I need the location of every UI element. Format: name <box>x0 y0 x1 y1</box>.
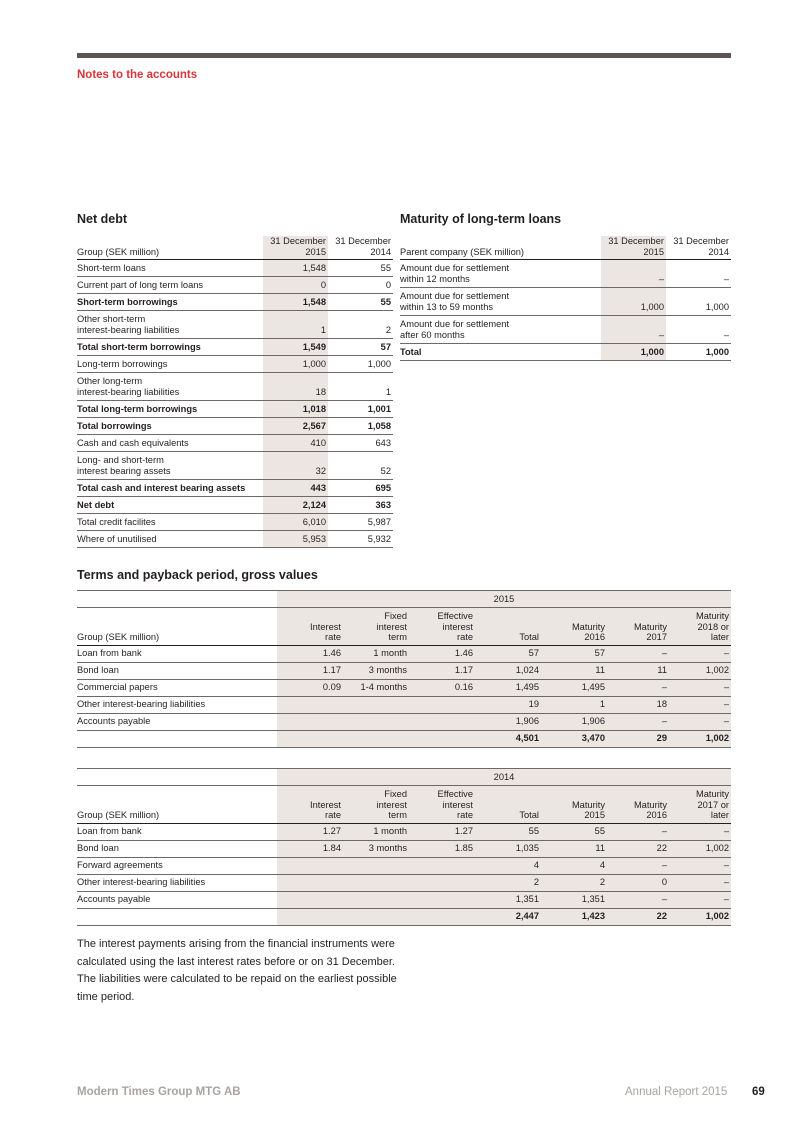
cell-value: – <box>669 697 731 714</box>
column-header: Maturity 2017 or later <box>669 786 731 824</box>
net-debt-row <box>77 311 393 339</box>
net-debt-section <box>77 212 393 548</box>
cell-value: 0.09 <box>277 680 343 697</box>
value-2014: 1,000 <box>328 356 393 373</box>
terms-row <box>77 892 731 909</box>
row-label: Long-term borrowings <box>77 356 263 373</box>
cell-value: 1,002 <box>669 841 731 858</box>
net-debt-row <box>77 480 393 497</box>
row-label: Other long-term interest-bearing liabilities <box>77 373 263 401</box>
terms-table-2015 <box>77 590 731 748</box>
total-value <box>277 909 343 926</box>
cell-value <box>277 892 343 909</box>
column-header: Maturity 2016 <box>607 786 669 824</box>
cell-value: – <box>669 892 731 909</box>
net-debt-row <box>77 260 393 277</box>
cell-value: 1,495 <box>541 680 607 697</box>
row-label: Cash and cash equivalents <box>77 435 263 452</box>
cell-value: 55 <box>541 824 607 841</box>
cell-value: 18 <box>607 697 669 714</box>
cell-value: 1,351 <box>475 892 541 909</box>
column-header: Maturity 2017 <box>607 608 669 646</box>
net-debt-row <box>77 356 393 373</box>
net-debt-header-2015: 31 December 2015 <box>263 236 328 260</box>
total-label <box>77 731 277 748</box>
total-label <box>77 909 277 926</box>
row-label: Loan from bank <box>77 824 277 841</box>
cell-value: 11 <box>541 663 607 680</box>
value-2015: 410 <box>263 435 328 452</box>
value-2015: 1,000 <box>601 344 666 361</box>
row-label: Total borrowings <box>77 418 263 435</box>
row-label: Other short-term interest-bearing liabilities <box>77 311 263 339</box>
maturity-table <box>400 236 731 361</box>
cell-value: 22 <box>607 841 669 858</box>
row-label: Accounts payable <box>77 714 277 731</box>
value-2014: 1,000 <box>666 344 731 361</box>
cell-value <box>409 892 475 909</box>
cell-value: 57 <box>541 646 607 663</box>
maturity-header-2015: 31 December 2015 <box>601 236 666 260</box>
maturity-row <box>400 260 731 288</box>
row-label: Current part of long term loans <box>77 277 263 294</box>
terms-row <box>77 858 731 875</box>
total-value: 22 <box>607 909 669 926</box>
cell-value: 1.27 <box>277 824 343 841</box>
row-label: Other interest-bearing liabilities <box>77 875 277 892</box>
value-2014: – <box>666 316 731 344</box>
value-2015: 443 <box>263 480 328 497</box>
net-debt-row <box>77 418 393 435</box>
row-label: Total credit facilites <box>77 514 263 531</box>
value-2014: – <box>666 260 731 288</box>
row-label: Commercial papers <box>77 680 277 697</box>
row-label: Short-term loans <box>77 260 263 277</box>
cell-value: – <box>669 824 731 841</box>
net-debt-row <box>77 514 393 531</box>
value-2015: 2,567 <box>263 418 328 435</box>
total-value <box>277 731 343 748</box>
cell-value: 1.17 <box>409 663 475 680</box>
total-value: 29 <box>607 731 669 748</box>
row-label: Amount due for settlement within 13 to 59 months <box>400 288 601 316</box>
cell-value: – <box>607 714 669 731</box>
cell-value: 1.46 <box>409 646 475 663</box>
cell-value: 1,035 <box>475 841 541 858</box>
cell-value <box>343 892 409 909</box>
column-header: Fixed interest term <box>343 786 409 824</box>
cell-value: 1 month <box>343 824 409 841</box>
cell-value <box>277 875 343 892</box>
cell-value: – <box>607 892 669 909</box>
maturity-header-2014: 31 December 2014 <box>666 236 731 260</box>
terms-section <box>77 568 731 946</box>
terms-title: Terms and payback period, gross values <box>77 568 318 582</box>
row-label: Other interest-bearing liabilities <box>77 697 277 714</box>
row-label: Total <box>400 344 601 361</box>
total-value <box>409 909 475 926</box>
cell-value: – <box>669 714 731 731</box>
year-spacer <box>77 769 277 786</box>
terms-row <box>77 824 731 841</box>
cell-value <box>409 714 475 731</box>
net-debt-row <box>77 401 393 418</box>
cell-value <box>277 858 343 875</box>
total-value: 1,002 <box>669 731 731 748</box>
terms-row <box>77 663 731 680</box>
value-2014: 5,932 <box>328 531 393 548</box>
cell-value: – <box>607 680 669 697</box>
cell-value: – <box>607 824 669 841</box>
header-rule <box>77 53 731 58</box>
terms-tables <box>77 590 731 926</box>
year-label: 2015 <box>277 591 731 608</box>
value-2014: 1,000 <box>666 288 731 316</box>
cell-value: – <box>669 646 731 663</box>
footer-report: Annual Report 2015 <box>625 1086 728 1098</box>
value-2015: 1 <box>263 311 328 339</box>
cell-value: 1,906 <box>475 714 541 731</box>
value-2015: 1,548 <box>263 260 328 277</box>
cell-value: 19 <box>475 697 541 714</box>
cell-value: 1 month <box>343 646 409 663</box>
column-header: Interest rate <box>277 608 343 646</box>
net-debt-row <box>77 277 393 294</box>
cell-value <box>277 714 343 731</box>
value-2014: 55 <box>328 294 393 311</box>
row-label: Long- and short-term interest bearing assets <box>77 452 263 480</box>
cell-value: 1 <box>541 697 607 714</box>
value-2014: 52 <box>328 452 393 480</box>
cell-value: – <box>669 680 731 697</box>
cell-value: 3 months <box>343 841 409 858</box>
value-2015: 2,124 <box>263 497 328 514</box>
value-2015: 18 <box>263 373 328 401</box>
terms-row <box>77 841 731 858</box>
value-2015: 1,000 <box>263 356 328 373</box>
row-label: Loan from bank <box>77 646 277 663</box>
total-value: 2,447 <box>475 909 541 926</box>
column-header: Total <box>475 608 541 646</box>
cell-value: – <box>669 858 731 875</box>
section-label: Notes to the accounts <box>77 69 198 81</box>
terms-row <box>77 875 731 892</box>
row-label: Accounts payable <box>77 892 277 909</box>
terms-table-2014 <box>77 768 731 926</box>
cell-value: 2 <box>475 875 541 892</box>
value-2014: 55 <box>328 260 393 277</box>
cell-value: – <box>669 875 731 892</box>
value-2015: – <box>601 260 666 288</box>
terms-row <box>77 714 731 731</box>
net-debt-row <box>77 497 393 514</box>
terms-row <box>77 680 731 697</box>
total-value <box>409 731 475 748</box>
row-label: Net debt <box>77 497 263 514</box>
cell-value: 57 <box>475 646 541 663</box>
value-2014: 1,058 <box>328 418 393 435</box>
terms-row <box>77 646 731 663</box>
row-label: Total cash and interest bearing assets <box>77 480 263 497</box>
value-2015: – <box>601 316 666 344</box>
cell-value: 4 <box>541 858 607 875</box>
cell-value: 1,351 <box>541 892 607 909</box>
total-value: 1,423 <box>541 909 607 926</box>
maturity-section <box>400 212 731 361</box>
cell-value <box>409 697 475 714</box>
cell-value: 1,024 <box>475 663 541 680</box>
cell-value: 1.84 <box>277 841 343 858</box>
maturity-title: Maturity of long-term loans <box>400 212 562 226</box>
year-spacer <box>77 591 277 608</box>
cell-value: 1.17 <box>277 663 343 680</box>
footer-page-number: 69 <box>752 1086 765 1098</box>
row-label: Forward agreements <box>77 858 277 875</box>
value-2014: 2 <box>328 311 393 339</box>
footer-company: Modern Times Group MTG AB <box>77 1086 241 1098</box>
cell-value: 1,906 <box>541 714 607 731</box>
value-2015: 6,010 <box>263 514 328 531</box>
column-header: Maturity 2016 <box>541 608 607 646</box>
total-value: 1,002 <box>669 909 731 926</box>
cell-value: 11 <box>607 663 669 680</box>
cell-value: – <box>607 858 669 875</box>
net-debt-row <box>77 435 393 452</box>
net-debt-row <box>77 452 393 480</box>
value-2015: 1,000 <box>601 288 666 316</box>
value-2014: 5,987 <box>328 514 393 531</box>
row-label: Amount due for settlement within 12 months <box>400 260 601 288</box>
cell-value: 1,495 <box>475 680 541 697</box>
value-2014: 0 <box>328 277 393 294</box>
value-2014: 695 <box>328 480 393 497</box>
cell-value: 0.16 <box>409 680 475 697</box>
total-value <box>343 909 409 926</box>
cell-value: 1.27 <box>409 824 475 841</box>
year-label: 2014 <box>277 769 731 786</box>
maturity-row <box>400 344 731 361</box>
cell-value <box>343 858 409 875</box>
value-2014: 1 <box>328 373 393 401</box>
cell-value <box>277 697 343 714</box>
value-2015: 0 <box>263 277 328 294</box>
total-value: 3,470 <box>541 731 607 748</box>
row-label: Bond loan <box>77 841 277 858</box>
cell-value: 1.46 <box>277 646 343 663</box>
cell-value: 1,002 <box>669 663 731 680</box>
column-header: Maturity 2018 or later <box>669 608 731 646</box>
column-header: Maturity 2015 <box>541 786 607 824</box>
cell-value: 4 <box>475 858 541 875</box>
maturity-row <box>400 316 731 344</box>
net-debt-table <box>77 236 393 548</box>
value-2014: 57 <box>328 339 393 356</box>
terms-row <box>77 697 731 714</box>
total-value: 4,501 <box>475 731 541 748</box>
row-label: Total short-term borrowings <box>77 339 263 356</box>
cell-value: 1-4 months <box>343 680 409 697</box>
header-row <box>77 608 731 646</box>
maturity-row <box>400 288 731 316</box>
value-2014: 1,001 <box>328 401 393 418</box>
interest-note-paragraph: The interest payments arising from the financial instruments were calculated using the last interest rates before or on 31 December. The liabilities were calculated to be repaid on the earliest possible time period. <box>77 938 397 1003</box>
cell-value: 1.85 <box>409 841 475 858</box>
total-value <box>343 731 409 748</box>
value-2015: 5,953 <box>263 531 328 548</box>
cell-value: 0 <box>607 875 669 892</box>
value-2015: 1,548 <box>263 294 328 311</box>
column-header: Group (SEK million) <box>77 608 277 646</box>
maturity-header-label: Parent company (SEK million) <box>400 236 601 260</box>
column-header: Total <box>475 786 541 824</box>
column-header: Fixed interest term <box>343 608 409 646</box>
cell-value <box>409 875 475 892</box>
value-2014: 643 <box>328 435 393 452</box>
year-row <box>77 769 731 786</box>
cell-value: 11 <box>541 841 607 858</box>
column-header: Effective interest rate <box>409 608 475 646</box>
value-2014: 363 <box>328 497 393 514</box>
net-debt-header-label: Group (SEK million) <box>77 236 263 260</box>
column-header: Effective interest rate <box>409 786 475 824</box>
cell-value <box>343 875 409 892</box>
row-label: Total long-term borrowings <box>77 401 263 418</box>
value-2015: 1,549 <box>263 339 328 356</box>
cell-value <box>343 697 409 714</box>
terms-total-row <box>77 731 731 748</box>
cell-value: 2 <box>541 875 607 892</box>
row-label: Amount due for settlement after 60 months <box>400 316 601 344</box>
net-debt-row <box>77 294 393 311</box>
net-debt-row <box>77 531 393 548</box>
value-2015: 1,018 <box>263 401 328 418</box>
net-debt-header-2014: 31 December 2014 <box>328 236 393 260</box>
cell-value <box>343 714 409 731</box>
cell-value: 55 <box>475 824 541 841</box>
value-2015: 32 <box>263 452 328 480</box>
column-header: Interest rate <box>277 786 343 824</box>
year-row <box>77 591 731 608</box>
terms-total-row <box>77 909 731 926</box>
cell-value: 3 months <box>343 663 409 680</box>
row-label: Bond loan <box>77 663 277 680</box>
net-debt-title: Net debt <box>77 212 127 226</box>
cell-value: – <box>607 646 669 663</box>
cell-value <box>409 858 475 875</box>
net-debt-row <box>77 373 393 401</box>
row-label: Where of unutilised <box>77 531 263 548</box>
header-row <box>77 786 731 824</box>
row-label: Short-term borrowings <box>77 294 263 311</box>
column-header: Group (SEK million) <box>77 786 277 824</box>
net-debt-row <box>77 339 393 356</box>
